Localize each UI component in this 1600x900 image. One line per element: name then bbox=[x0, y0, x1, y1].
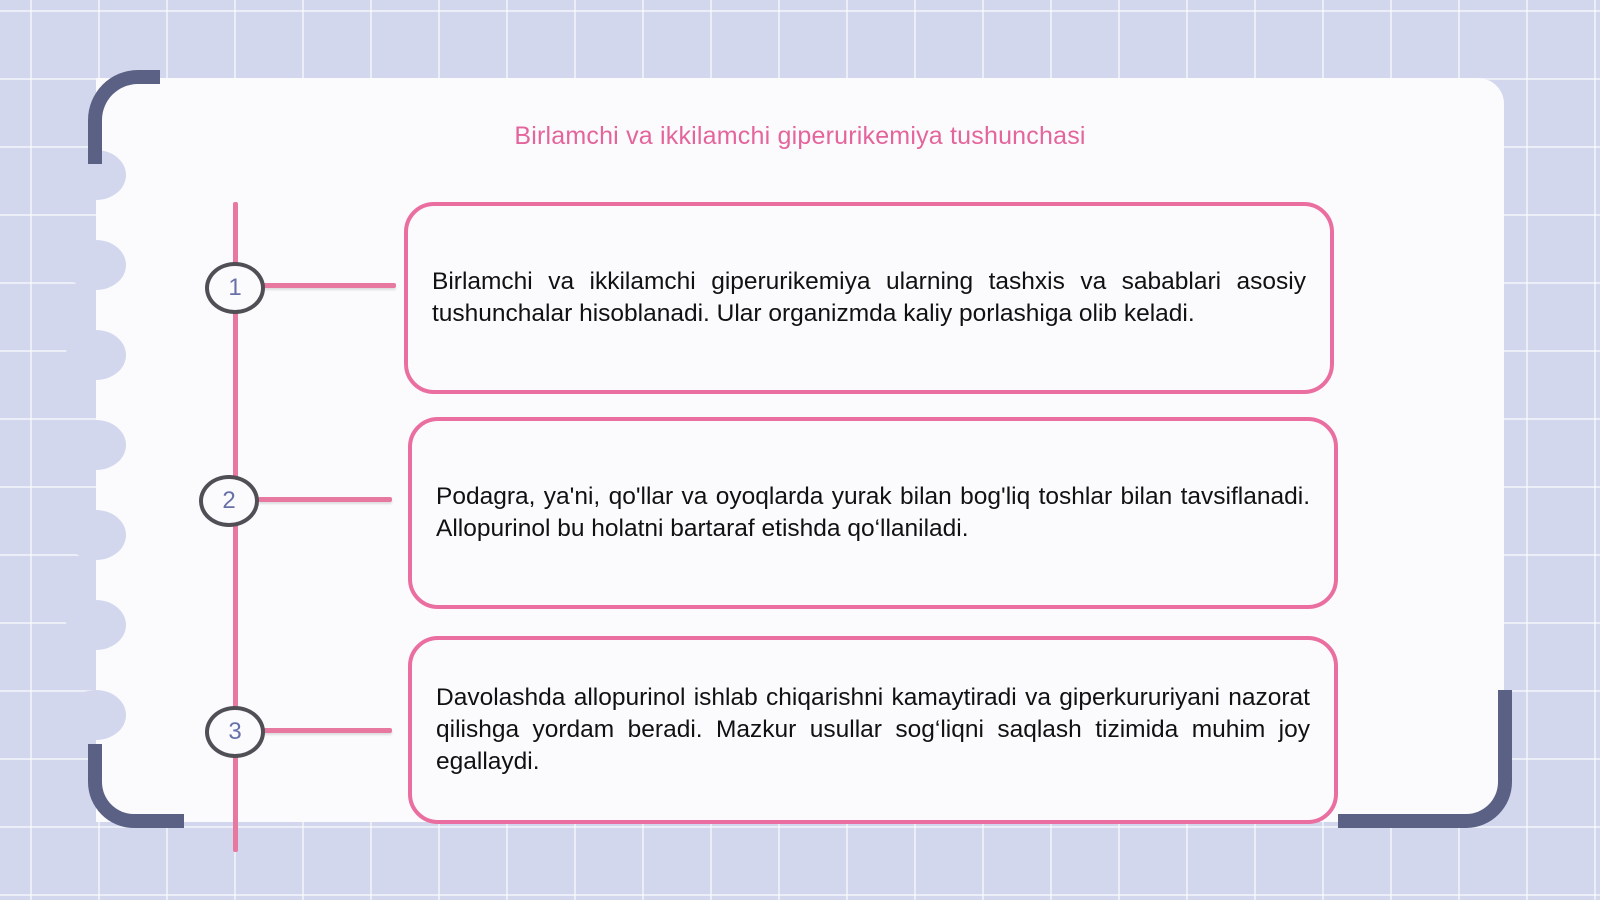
corner-bracket-bottom-left bbox=[88, 744, 184, 828]
step-connector bbox=[258, 497, 392, 502]
step-marker-3: 3 bbox=[205, 706, 265, 758]
step-card-2 bbox=[408, 417, 1338, 609]
sheet-scallop-edge bbox=[66, 510, 126, 560]
sheet-scallop-edge bbox=[66, 240, 126, 290]
step-connector bbox=[262, 728, 392, 733]
corner-bracket-bottom-right bbox=[1338, 690, 1512, 828]
step-card-3 bbox=[408, 636, 1338, 824]
step-card-1 bbox=[404, 202, 1334, 394]
step-connector bbox=[262, 283, 396, 288]
step-card-text: Birlamchi va ikkilamchi giperurikemiya ularning tashxis va sabablari asosiy tushunchalar hisoblanadi. Ular organizmda kaliy porlashiga olib keladi. bbox=[432, 268, 1306, 327]
slide-title: Birlamchi va ikkilamchi giperurikemiya tushunchasi bbox=[514, 122, 1086, 150]
sheet-scallop-edge bbox=[66, 600, 126, 650]
sheet-scallop-edge bbox=[66, 420, 126, 470]
step-marker-1: 1 bbox=[205, 262, 265, 314]
step-card-text: Podagra, ya'ni, qo'llar va oyoqlarda yurak bilan bog'liq toshlar bilan tavsiflanadi. Allopurinol bu holatni bartaraf etishda qo‘llaniladi. bbox=[436, 483, 1310, 542]
sheet-scallop-edge bbox=[66, 690, 126, 740]
sheet-scallop-edge bbox=[66, 330, 126, 380]
step-marker-2: 2 bbox=[199, 475, 259, 527]
step-card-text: Davolashda allopurinol ishlab chiqarishni kamaytiradi va giperkururiyani nazorat qilishga yordam beradi. Mazkur usullar sog‘liqni saqlash tizimida muhim joy egallaydi. bbox=[436, 684, 1310, 775]
